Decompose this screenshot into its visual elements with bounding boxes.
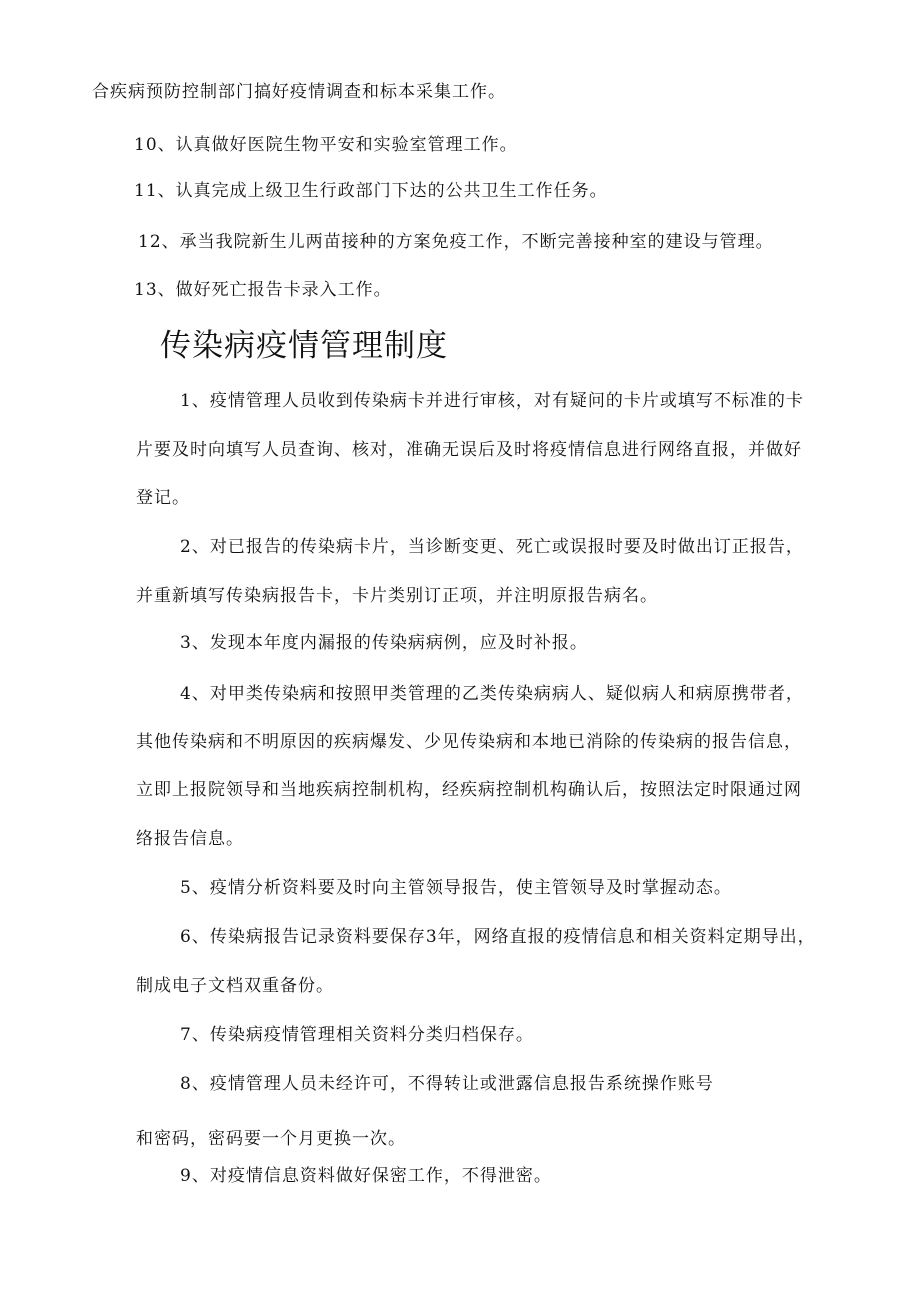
- prev-item-11: 11、认真完成上级卫生行政部门下达的公共卫生工作任务。: [134, 181, 608, 201]
- rule-5-line-1: 5、疫情分析资料要及时向主管领导报告，使主管领导及时掌握动态。: [180, 878, 732, 898]
- rule-2-line-1: 2、对已报告的传染病卡片，当诊断变更、死亡或误报时要及时做出订正报告，: [180, 537, 804, 557]
- rule-1-line-3: 登记。: [136, 488, 190, 508]
- rule-1-line-1: 1、疫情管理人员收到传染病卡并进行审核，对有疑问的卡片或填写不标准的卡: [180, 391, 804, 411]
- prev-item-10: 10、认真做好医院生物平安和实验室管理工作。: [134, 135, 518, 155]
- prev-continuation-line: 合疾病预防控制部门搞好疫情调查和标本采集工作。: [92, 82, 506, 102]
- rule-3-line-1: 3、发现本年度内漏报的传染病病例，应及时补报。: [180, 633, 588, 653]
- rule-6-line-1: 6、传染病报告记录资料要保存3年，网络直报的疫情信息和相关资料定期导出，: [180, 927, 816, 947]
- rule-9-line-1: 9、对疫情信息资料做好保密工作，不得泄密。: [180, 1166, 552, 1186]
- rule-4-line-1: 4、对甲类传染病和按照甲类管理的乙类传染病病人、疑似病人和病原携带者，: [180, 684, 804, 704]
- rule-7-line-1: 7、传染病疫情管理相关资料分类归档保存。: [180, 1025, 534, 1045]
- rule-6-line-2: 制成电子文档双重备份。: [136, 976, 334, 996]
- rule-1-line-2: 片要及时向填写人员查询、核对，准确无误后及时将疫情信息进行网络直报，并做好: [136, 440, 802, 460]
- prev-item-13: 13、做好死亡报告卡录入工作。: [134, 280, 392, 300]
- rule-2-line-2: 并重新填写传染病报告卡，卡片类别订正项，并注明原报告病名。: [136, 586, 658, 606]
- rule-4-line-2: 其他传染病和不明原因的疾病爆发、少见传染病和本地已消除的传染病的报告信息，: [136, 732, 802, 752]
- rule-8-line-2: 和密码，密码要一个月更换一次。: [136, 1129, 406, 1149]
- prev-item-12: 12、承当我院新生儿两苗接种的方案免疫工作，不断完善接种室的建设与管理。: [138, 232, 774, 252]
- rule-8-line-1: 8、疫情管理人员未经许可，不得转让或泄露信息报告系统操作账号: [180, 1074, 714, 1094]
- rule-4-line-3: 立即上报院领导和当地疾病控制机构，经疾病控制机构确认后，按照法定时限通过网: [136, 780, 802, 800]
- rule-4-line-4: 络报告信息。: [136, 829, 244, 849]
- section-title: 传染病疫情管理制度: [160, 328, 448, 364]
